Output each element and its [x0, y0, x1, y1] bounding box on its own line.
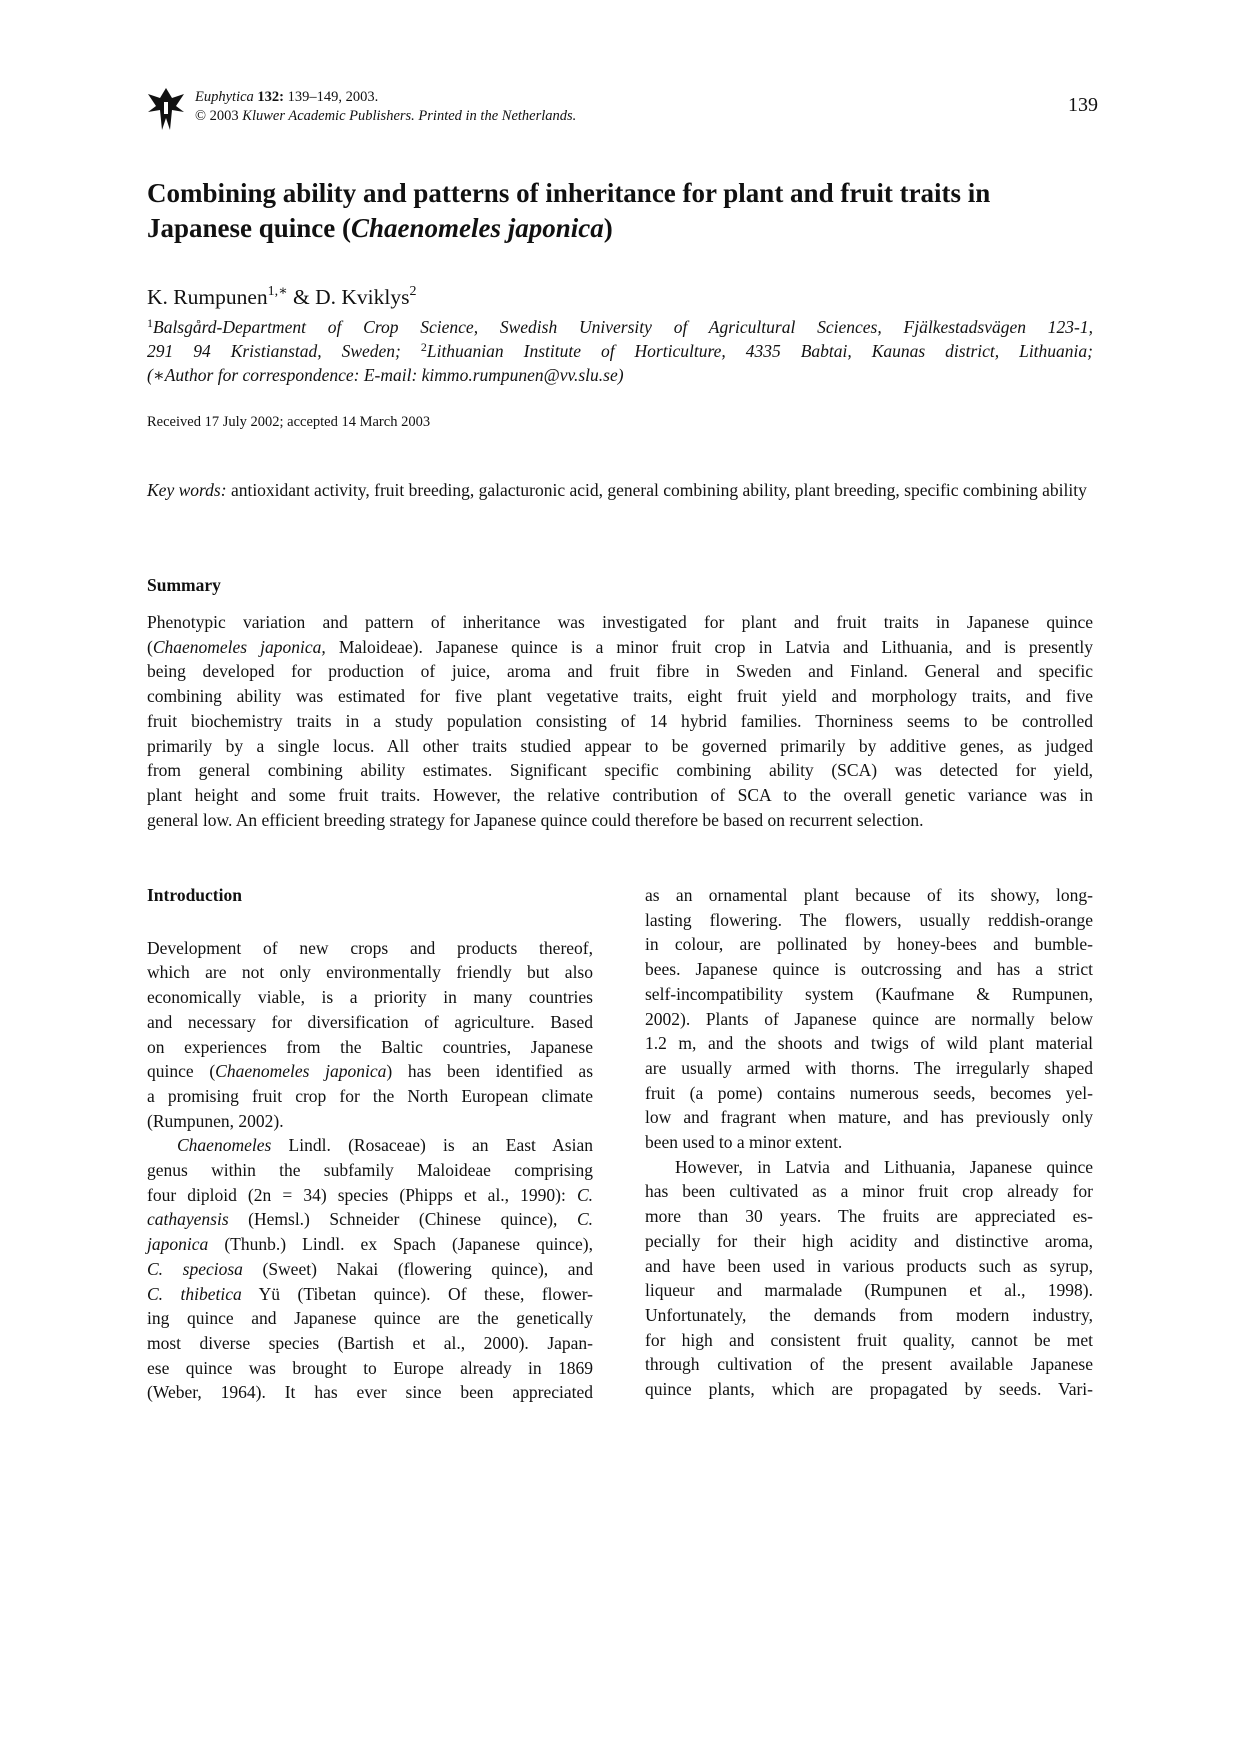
introduction-heading: Introduction — [147, 885, 242, 905]
title-line-1: Combining ability and patterns of inheritance for plant and fruit traits in — [147, 178, 991, 208]
received-dates: Received 17 July 2002; accepted 14 March 2003 — [147, 414, 431, 430]
title-species: Chaenomeles japonica — [351, 213, 604, 243]
page-number: 139 — [1068, 94, 1098, 116]
kluwer-publisher-logo-icon — [148, 88, 184, 130]
copyright: © 2003 — [195, 108, 239, 124]
keywords-label: Key words: — [147, 480, 227, 500]
publisher: Kluwer Academic Publishers. Printed in the Netherlands. — [242, 108, 577, 124]
introduction-left-column: Introduction Development of new crops and products thereof, which are not only environmentally friendly but also economically viable, is a priority in many countries and necessary for diversification of agriculture. Based on experiences from the Baltic countries, Japanese quince (Chaenomeles japonica) has been identified as a promising fruit crop for the North European climate (Rumpunen, 2002). Chaenomeles Lindl. (Rosaceae) is an East Asian genus within the subfamily Maloideae comprising four diploid (2n = 34) species (Phipps et al., 1990): C. cathayensis (Hemsl.) Schneider (Chinese quince), C. japonica (Thunb.) Lindl. ex Spach (Japanese quince), C. speciosa (Sweet) Nakai (flowering quince), and C. thibetica Yü (Tibetan quince). Of these, flower- ing quince and Japanese quince are the genetically most diverse species (Bartish et al., 2000). Japan- ese quince was brought to Europe already in 1869 (Weber, 1964). It has ever since been appreciated — [147, 885, 594, 1403]
copyright-line — [195, 108, 576, 125]
introduction-right-column: as an ornamental plant because of its showy, long- lasting flowering. The flowers, usually reddish-orange in colour, are pollinated by honey-bees and bumble- bees. Japanese quince is outcrossing and has a strict self-incompatibility system (Kaufmane & Rumpunen, 2002). Plants of Japanese quince are normally below 1.2 m, and the shoots and twigs of wild plant material are usually armed with thorns. The irregularly shaped fruit (a pome) contains numerous seeds, becomes yel- low and fragrant when mature, and has previously only been used to a minor extent. However, in Latvia and Lithuania, Japanese quince has been cultivated as a minor fruit crop already for more than 30 years. The fruits are appreciated es- pecially for their high acidity and distinctive aroma, and have been used in various products such as syrup, liqueur and marmalade (Rumpunen et al., 1998). Unfortunately, the demands from modern industry, for high and consistent fruit quality, cannot be met through cultivation of the present available Japanese quince plants, which are propagated by seeds. Vari- — [645, 885, 1093, 1400]
correspondence: (∗Author for correspondence: E-mail: kimmo.rumpunen@vv.slu.se) — [147, 365, 624, 385]
keywords — [147, 478, 1093, 502]
journal-name: Euphytica — [195, 89, 254, 105]
summary-text: Phenotypic variation and pattern of inheritance was investigated for plant and fruit traits in Japanese quince (Chaenomeles japonica, Maloideae). Japanese quince is a minor fruit crop in Latvia and Lithuania, and is presently being developed for production of juice, aroma and fruit fibre in Sweden and Finland. General and specific combining ability was estimated for five plant vegetative traits, eight fruit yield and morphology traits, and five fruit biochemistry traits in a study population consisting of 14 hybrid families. Thorniness seems to be controlled primarily by a single locus. All other traits studied appear to be governed primarily by additive genes, as judged from general combining ability estimates. Significant specific combining ability (SCA) was detected for yield, plant height and some fruit traits. However, the relative contribution of SCA to the overall genetic variance was in general low. An efficient breeding strategy for Japanese quince could therefore be based on recurrent selection. — [147, 612, 1093, 830]
journal-citation — [195, 89, 378, 106]
affiliations: $^1$Balsgård-Department of Crop Science, Swedish University of Agricultural Sciences, Fjälkestadsvägen 123-1, 291 94 Kristianstad, Sweden; $^2$Lithuanian Institute of Horticulture, 4335 Babtai, Kaunas district, Lithuania; (∗Author for correspondence: E-mail: kimmo.rumpunen@vv.slu.se) — [147, 316, 1093, 385]
summary-heading: Summary — [147, 575, 221, 595]
journal-pages: 139–149, 2003. — [287, 89, 379, 105]
keywords-text: antioxidant activity, fruit breeding, galacturonic acid, general combining ability, plant breeding, specific combining ability — [226, 480, 1087, 500]
authors: K. Rumpunen$^{1,∗}$ & D. Kviklys$^2$ — [147, 284, 417, 309]
paper-title: Combining ability and patterns of inheritance for plant and fruit traits in Japanese quince (Chaenomeles japonica) — [147, 178, 991, 243]
journal-volume: 132: — [257, 89, 285, 105]
